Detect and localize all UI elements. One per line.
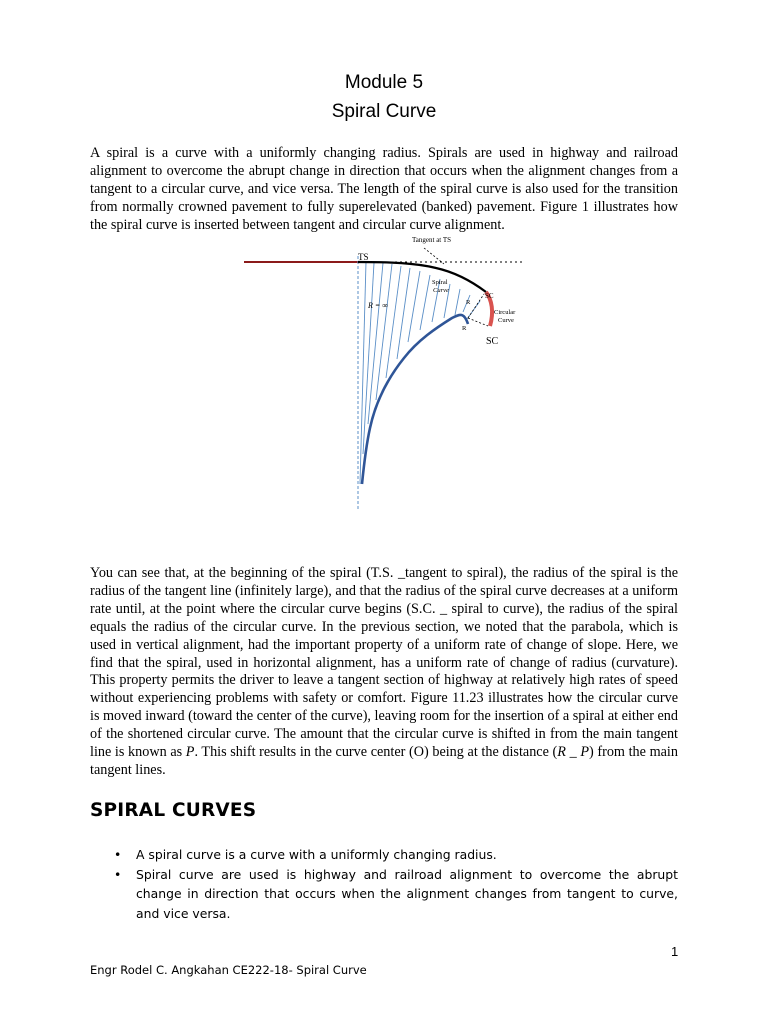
module-title: Module 5: [344, 72, 424, 93]
paragraph2-symbol-p: P: [185, 744, 195, 761]
label-sc-bottom: SC: [486, 336, 499, 347]
bullet-glyph: •: [114, 847, 122, 862]
label-r-1: R: [466, 299, 471, 306]
label-tangent-at-ts: Tangent at TS: [412, 236, 452, 244]
label-r-infinity: R = ∞: [368, 301, 388, 310]
paragraph2-symbol-rp: R _ P: [557, 744, 589, 761]
label-sc-top: SC: [485, 292, 494, 300]
bullet-glyph: •: [114, 866, 122, 882]
page-footer: Engr Rodel C. Angkahan CE222-18- Spiral Curve: [90, 963, 367, 977]
bullet-item: [90, 865, 678, 924]
label-circular-2: Curve: [498, 317, 514, 324]
page-number: 1: [671, 944, 679, 959]
label-ts: TS: [358, 252, 369, 262]
label-spiral-1: Spiral: [432, 279, 448, 286]
label-spiral-2: Curve: [433, 287, 449, 294]
paragraph2-part3: ) from the main tangent lines.: [90, 744, 678, 778]
paragraph2-part2: . This shift results in the curve center (O) being at the distance (: [194, 744, 558, 761]
bullet-list: [90, 845, 678, 923]
evolute-curve: [362, 315, 468, 484]
label-r-2: R: [462, 325, 467, 332]
radius-line-2: [468, 318, 488, 326]
spiral-curve-figure: [240, 232, 530, 514]
label-circular-1: Circular: [494, 309, 516, 316]
radial-lines: [360, 262, 480, 484]
spiral-curve: [358, 262, 486, 292]
bullet-item: [90, 845, 678, 865]
bullet-text: Spiral curve are used is highway and railroad alignment to overcome the abrupt change in direction that occurs when the alignment changes from tangent to curve, and vice versa.: [136, 866, 678, 921]
explanation-paragraph: [90, 565, 678, 780]
bullet-text: A spiral curve is a curve with a uniformly changing radius.: [136, 847, 497, 862]
intro-paragraph: A spiral is a curve with a uniformly changing radius. Spirals are used in highway and railroad alignment to overcome the abrupt change in direction that occurs when the alignment changes from a tangent to a circular curve, and vice versa. The length of the spiral curve is also used for the transition from normally crowned pavement to fully superelevated (banked) pavement. Figure 1 illustrates how the spiral curve is inserted between tangent and circular curve alignment.: [90, 145, 678, 233]
module-subtitle: Spiral Curve: [331, 101, 437, 122]
section-heading: SPIRAL CURVES: [90, 800, 257, 821]
paragraph2-part1: You can see that, at the beginning of the spiral (T.S. _tangent to spiral), the radius of the spiral is the radius of the tangent line (infinitely large), and that the radius of the spiral curve decreases at a uniform rate until, at the point where the circular curve begins (S.C. _ spiral to curve), the radius of the spiral equals the radius of the circular curve. In the previous section, we noted that the parabola, which is used in vertical alignment, had the important property of a uniform rate of change of slope. Here, we find that the spiral, used in horizontal alignment, has a uniform rate of change of radius (curvature). This property permits the driver to leave a tangent section of highway at relatively high rates of speed without experiencing problems with safety or comfort. Figure 11.23 illustrates how the circular curve is moved inward (toward the center of the curve), leaving room for the insertion of a spiral at either end of the shortened circular curve. The amount that the circular curve is shifted in from the main tangent line is known as: [90, 565, 678, 761]
